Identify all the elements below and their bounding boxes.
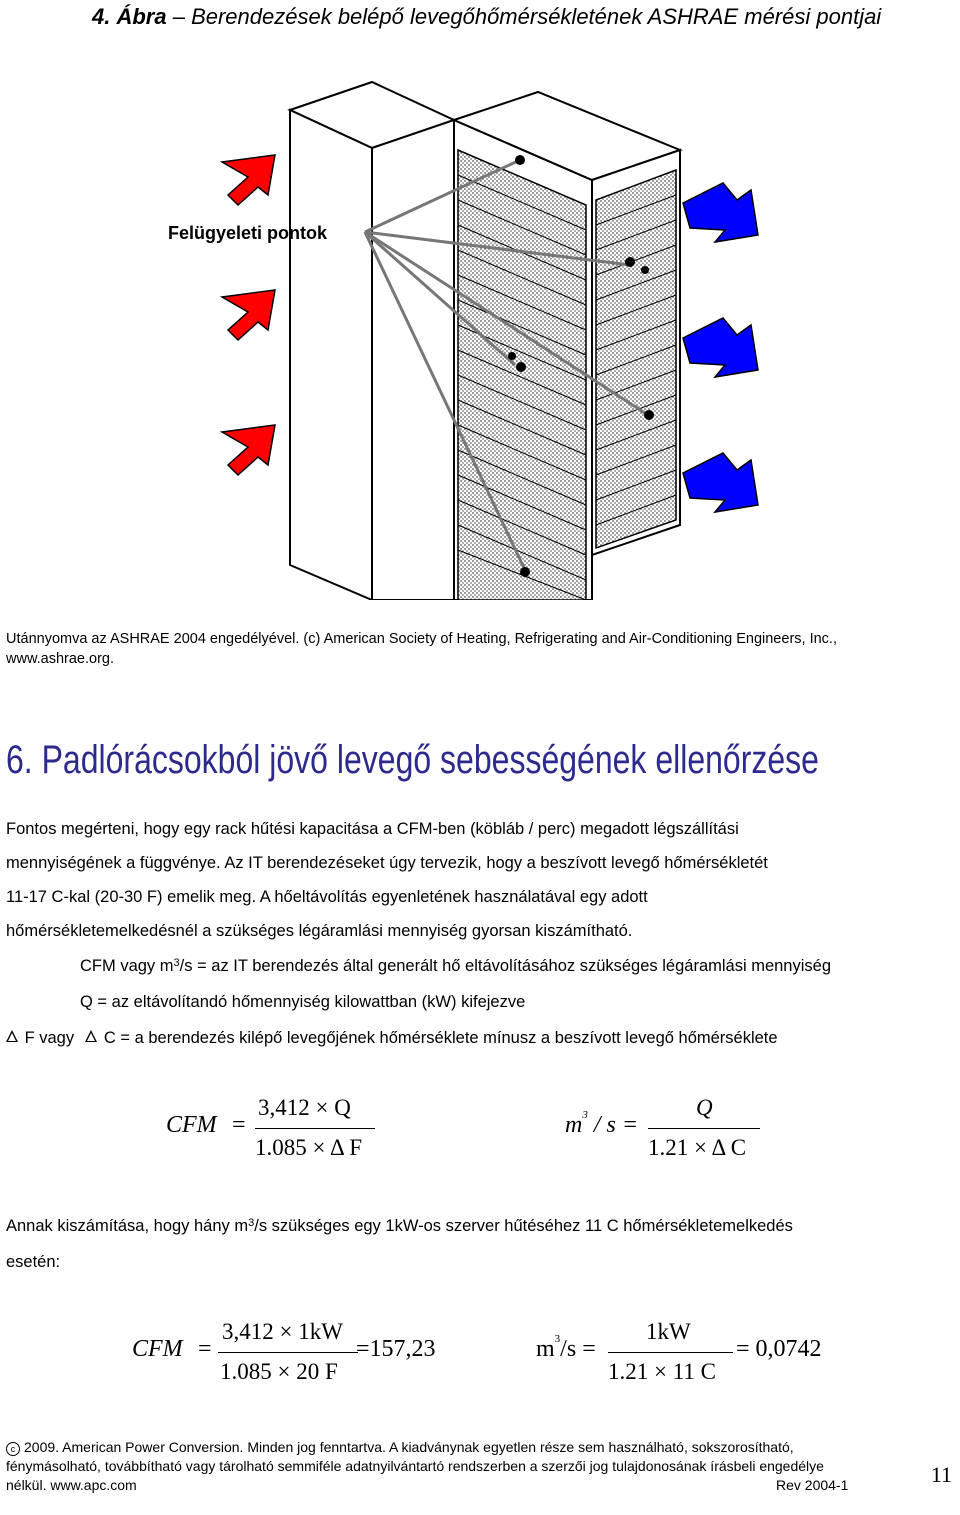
m-symbol: m (565, 1112, 583, 1138)
m-symbol: m (536, 1336, 555, 1362)
paragraph-line: mennyiségének a függvénye. Az IT berendezéseket úgy tervezik, hogy a beszívott levegő hőmérsékletét (6, 854, 768, 872)
figure-title-text: – Berendezések belépő levegőhőmérsékletének ASHRAE mérési pontjai (172, 4, 882, 29)
figure-caption (6, 629, 906, 669)
equals-sign: = (232, 1112, 246, 1138)
footer-text: nélkül. www.apc.com (6, 1477, 137, 1493)
paragraph-line: Fontos megérteni, hogy egy rack hűtési kapacitása a CFM-ben (köbláb / perc) megadott légszállítási (6, 820, 739, 838)
para-text: /s szükséges egy 1kW-os szerver hűtéséhez 11 C hőmérsékletemelkedés (254, 1217, 793, 1235)
delta-icon (85, 1030, 97, 1042)
paragraph-line: 11-17 C-kal (20-30 F) emelik meg. A hőeltávolítás egyenletének használatával egy adott (6, 888, 648, 906)
footer (6, 1438, 886, 1495)
result-value: 0,0742 (755, 1336, 822, 1362)
outlet-arrows (683, 183, 758, 512)
formula-cfm-numerator: 3,412 × Q (258, 1095, 351, 1120)
delta-icon (6, 1030, 18, 1042)
cube-sup: 3 (248, 1217, 255, 1229)
formula2-m3s-numerator: 1kW (646, 1319, 691, 1344)
caption-line: Utánnyomva az ASHRAE 2004 engedélyével. (c) American Society of Heating, Refrigerating and Air-Conditioning Engineers, Inc., (6, 631, 837, 647)
fraction-bar (218, 1352, 358, 1353)
footer-line (6, 1438, 886, 1457)
per-s: / s (593, 1112, 616, 1138)
formula-m3s-numerator: Q (696, 1095, 713, 1120)
cube-sup: 3 (582, 1109, 588, 1121)
footer-line: fénymásolható, továbbítható vagy tárolható semmiféle adatnyilvántartó rendszerben a szerzői jog tulajdonosának írásbeli engedélye (6, 1458, 824, 1474)
figure-number: 4. Ábra (92, 4, 167, 29)
per-s: /s (560, 1336, 577, 1362)
caption-line: www.ashrae.org. (6, 651, 114, 667)
def-text: C = a berendezés kilépő levegőjének hőmérséklete mínusz a beszívott levegő hőmérséklete (103, 1029, 778, 1047)
formula2-m3s-result: = 0,0742 (736, 1336, 822, 1362)
formula2-m3s-denominator: 1.21 × 11 C (608, 1359, 716, 1384)
def-text: F vagy (24, 1029, 75, 1047)
footer-line (6, 1476, 886, 1495)
formula-m3s-denominator: 1.21 × Δ C (648, 1135, 747, 1160)
cube-sup: 3 (554, 1333, 561, 1345)
paragraph-line: esetén: (6, 1253, 61, 1271)
intro-paragraph (6, 812, 952, 948)
revision-label: Rev 2004-1 (776, 1477, 849, 1493)
equals-sign: = (198, 1336, 212, 1362)
paragraph-line: hőmérsékletemelkedésnél a szükséges légáramlási mennyiség gyorsan kiszámítható. (6, 922, 633, 940)
formula-cfm-lhs: CFM (166, 1112, 217, 1138)
copyright-icon: c (6, 1442, 20, 1456)
footer-text: 2009. American Power Conversion. Minden jog fenntartva. A kiadványnak egyetlen része sem használható, sokszorosítható, (24, 1439, 794, 1455)
result-value: 157,23 (369, 1336, 436, 1362)
definitions (24, 948, 960, 1056)
fraction-bar (648, 1128, 760, 1129)
figure-title (92, 4, 881, 30)
fraction-bar (608, 1352, 733, 1353)
formula2-cfm-lhs: CFM (132, 1336, 183, 1362)
formula2-cfm-numerator: 3,412 × 1kW (222, 1319, 343, 1344)
formula-cfm-denominator: 1.085 × Δ F (255, 1135, 363, 1160)
monitor-points-label: Felügyeleti pontok (168, 223, 328, 243)
rack-figure (0, 60, 960, 600)
formula2-cfm-denominator: 1.085 × 20 F (220, 1359, 338, 1384)
formula-m3s-lhs: $m^3$ / s = (565, 1109, 639, 1138)
def-sup: 3 (173, 957, 180, 969)
formula2-m3s-lhs: $m^3/s$ = (536, 1333, 596, 1362)
definition-delta (4, 1020, 960, 1056)
calculation-paragraph (6, 1208, 952, 1280)
definition-q: Q = az eltávolítandó hőmennyiség kilowattban (kW) kifejezve (80, 993, 526, 1011)
page-number: 11 (930, 1462, 952, 1487)
def-text: /s = az IT berendezés által generált hő eltávolításához szükséges légáramlási mennyiség (179, 957, 831, 975)
section-title: 6. Padlórácsokból jövő levegő sebességének ellenőrzése (6, 738, 819, 782)
def-text: CFM vagy m (80, 957, 174, 975)
definition-cfm (80, 948, 960, 984)
fraction-bar (255, 1128, 375, 1129)
paragraph-line (6, 1208, 952, 1244)
inlet-arrows (222, 155, 275, 475)
formula2-cfm-result: =157,23 (356, 1336, 436, 1362)
para-text: Annak kiszámítása, hogy hány m (6, 1217, 249, 1235)
